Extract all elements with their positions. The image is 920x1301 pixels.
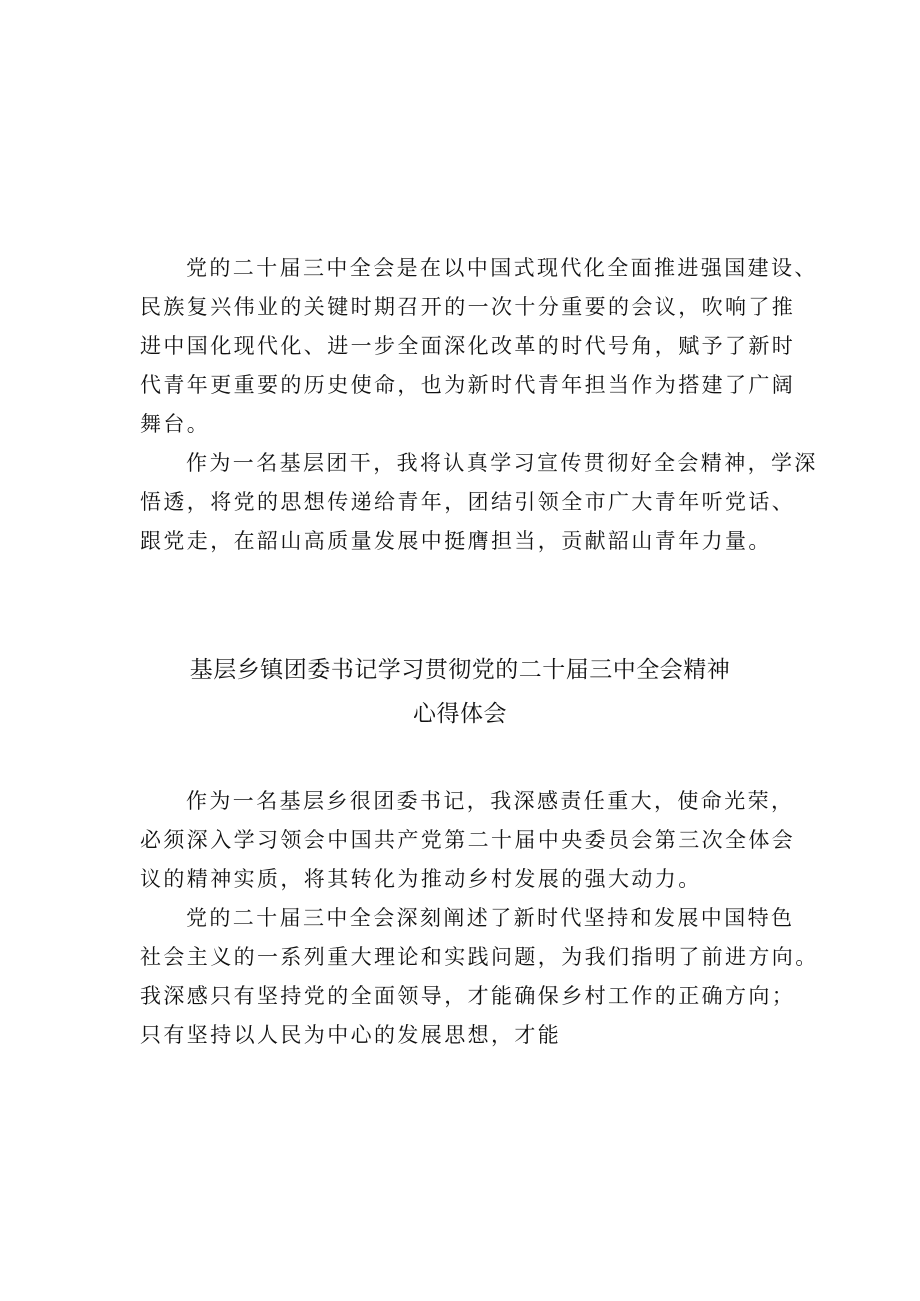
paragraph-line: 党的二十届三中全会深刻阐述了新时代坚持和发展中国特色 [186,906,795,930]
paragraph-line: 议的精神实质，将其转化为推动乡村发展的强大动力。 [140,867,702,891]
paragraph-line: 作为一名基层乡很团委书记，我深感责任重大，使命光荣， [186,789,795,813]
section-2 [140,782,820,1055]
article-title-line-2: 心得体会 [413,701,507,727]
paragraph-line: 跟党走，在韶山高质量发展中挺膺担当，贡献韶山青年力量。 [140,529,772,553]
paragraph [140,249,820,444]
paragraph [140,899,820,1055]
article-title-line-1: 基层乡镇团委书记学习贯彻党的二十届三中全会精神 [189,657,731,683]
paragraph [140,444,820,561]
paragraph-line: 进中国化现代化、进一步全面深化改革的时代号角，赋予了新时 [140,334,796,358]
paragraph-line: 代青年更重要的历史使命，也为新时代青年担当作为搭建了广阔 [140,373,796,397]
paragraph-line: 民族复兴伟业的关键时期召开的一次十分重要的会议，吹响了推 [140,295,796,319]
paragraph-line: 我深感只有坚持党的全面领导，才能确保乡村工作的正确方向； [140,984,796,1008]
paragraph-line: 舞台。 [140,412,211,436]
paragraph-line: 社会主义的一系列重大理论和实践问题，为我们指明了前进方向。 [140,945,819,969]
section-1 [140,249,820,561]
paragraph-line: 必须深入学习领会中国共产党第二十届中央委员会第三次全体会 [140,828,796,852]
paragraph-line: 作为一名基层团干，我将认真学习宣传贯彻好全会精神，学深 [186,451,818,475]
paragraph [140,782,820,899]
paragraph-line: 悟透，将党的思想传递给青年，团结引领全市广大青年听党话、 [140,490,796,514]
paragraph-line: 党的二十届三中全会是在以中国式现代化全面推进强国建设、 [186,256,818,280]
paragraph-line: 只有坚持以人民为中心的发展思想，才能 [140,1023,562,1047]
